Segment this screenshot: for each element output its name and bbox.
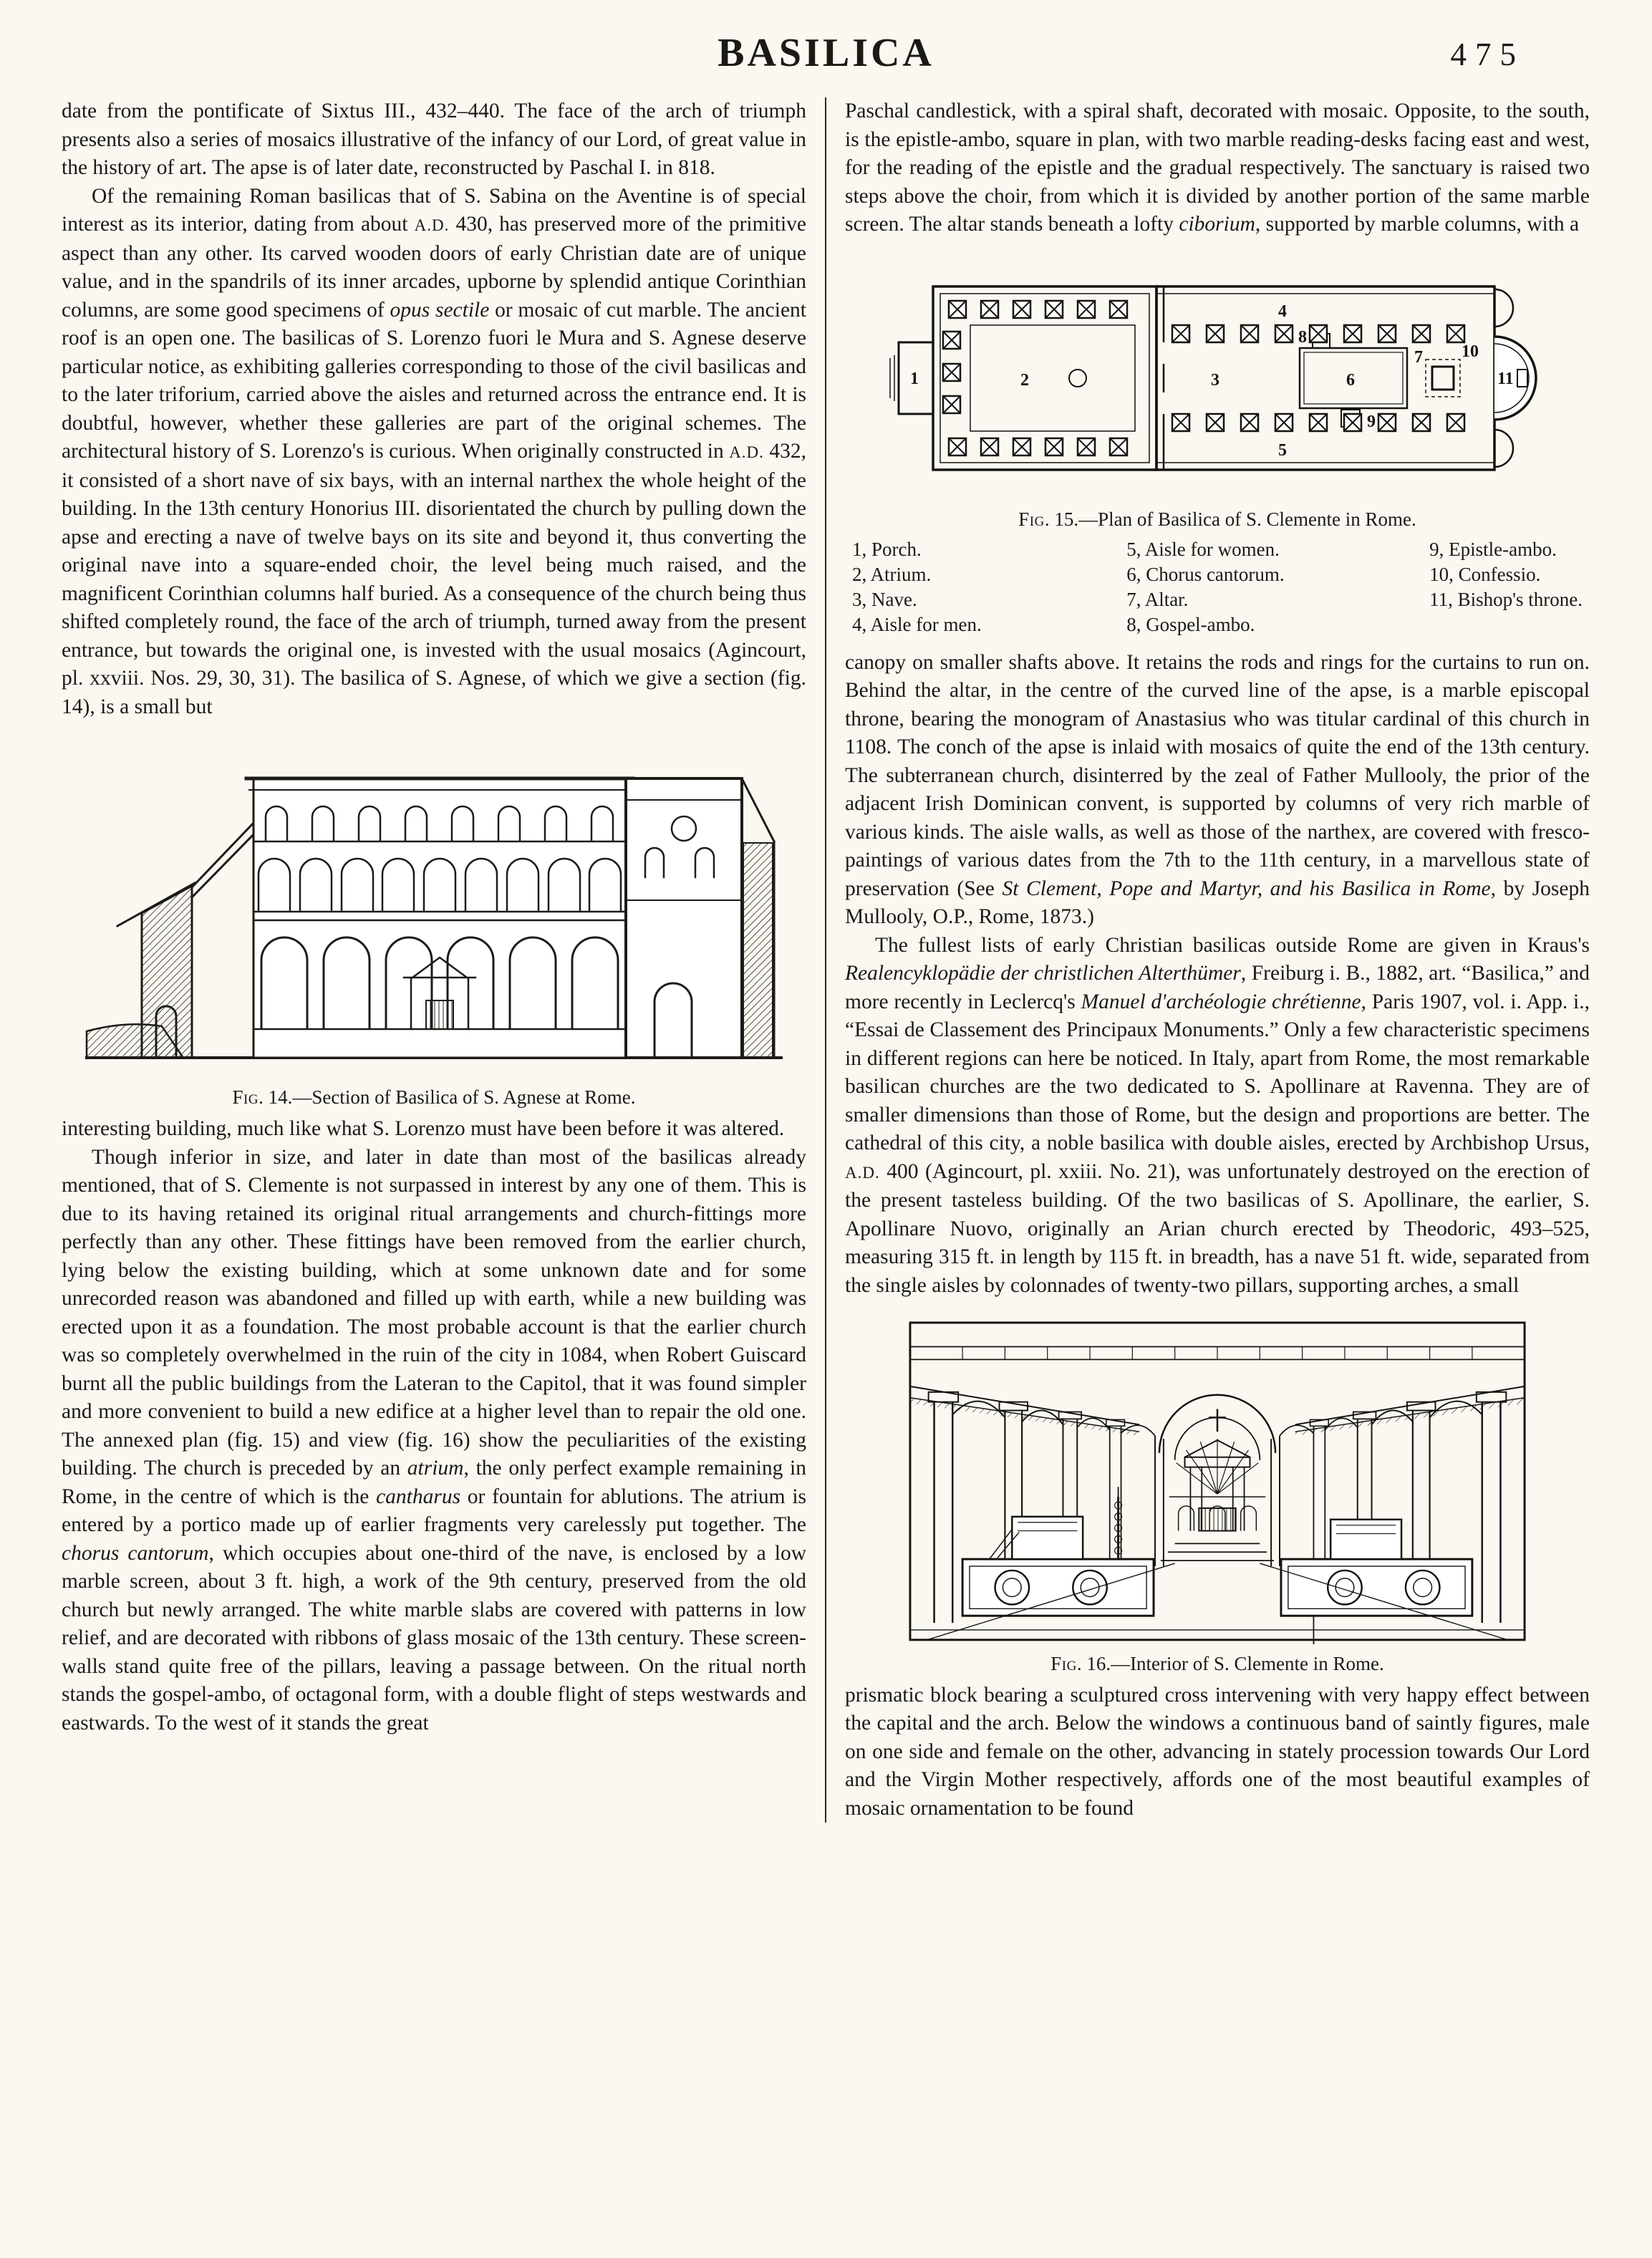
fig15-caption: Fig. 15.—Plan of Basilica of S. Clemente in Rome. xyxy=(1018,508,1416,530)
paragraph-left-4: Though inferior in size, and later in date than most of the basilicas already mentioned, that of S. Clemente is not surpassed in interest by any one of them. This is due to its having retained its original ritual arrangements and church-fittings more perfectly than any other. These fittings have been removed from the earlier church, lying below the existing building, which at some unknown date and for some unrecorded reason was abandoned and filled up with earth, while a new building was erected upon it as a foundation. The most probable account is that the earlier church was so completely overwhelmed in the ruin of the city in 1084, when Robert Guiscard burnt all the public buildings from the Lateran to the Capitol, that it was found simpler and more convenient to build a new edifice at a higher level than to repair the old one. The annexed plan (fig. 15) and view (fig. 16) show the peculiarities of the existing building. The church is preceded by an atrium, the only perfect example remaining in Rome, in the centre of which is the cantharus or fountain for ablutions. The atrium is entered by a portico made up of earlier fragments very carelessly put together. The chorus cantorum, which occupies about one-third of the nave, is enclosed by a low marble screen, about 3 ft. high, a work of the 9th century, preserved from the old church but newly arranged. The white marble slabs are covered with patterns in low relief, and are decorated with ribbons of glass mosaic of the 13th century. These screen-walls stand quite free of the pillars, leaving a passage between. On the ritual north stands the gospel-ambo, of octagonal form, with a double flight of steps westwards and eastwards. To the west of it stands the great xyxy=(62,1145,806,1734)
fig14-caption: Fig. 14.—Section of Basilica of S. Agnese at Rome. xyxy=(232,1086,636,1108)
plan-number: 9 xyxy=(1367,412,1376,431)
fig16-interior-engraving xyxy=(906,1318,1529,1644)
plan-number: 5 xyxy=(1278,440,1287,460)
fig15-legend xyxy=(852,537,1583,637)
legend-item: 10, Confessio. xyxy=(1429,563,1541,585)
plan-number: 2 xyxy=(1020,370,1029,390)
legend-item: 5, Aisle for women. xyxy=(1126,538,1280,560)
paragraph-left-1: date from the pontificate of Sixtus III., 432–440. The face of the arch of triumph presents also a series of mosaics illustrative of the infancy of our Lord, of great value in the history of art. The apse is of later date, reconstructed by Paschal I. in 818. xyxy=(62,100,806,179)
two-column-text xyxy=(62,97,1590,1823)
legend-item: 2, Atrium. xyxy=(852,563,932,585)
plan-number: 3 xyxy=(1211,370,1219,390)
page-title: BASILICA xyxy=(718,31,934,75)
figure-15 xyxy=(845,256,1590,637)
plan-number: 8 xyxy=(1298,327,1307,347)
legend-item: 9, Epistle-ambo. xyxy=(1429,538,1557,560)
paragraph-right-3: The fullest lists of early Christian basilicas outside Rome are given in Kraus's Realencyklopädie der christlichen Alterthümer, Freiburg i. B., 1882, art. “Basilica,” and more recently in Leclercq's Manuel d'archéologie chrétienne, Paris 1907, vol. i. App. i., “Essai de Classement des Principaux Monuments.” Only a few characteristic specimens in different regions can here be noticed. In Italy, apart from Rome, the most remarkable basilican churches are the two dedicated to S. Apollinare at Ravenna. They are of smaller dimensions than those of Rome, but the design and proportions are better. The cathedral of this city, a noble basilica with double aisles, erected by Archbishop Ursus, A.D. 400 (Agincourt, pl. xxiii. No. 21), was unfortunately destroyed on the erection of the present tasteless building. Of the two basilicas of S. Apollinare, the earlier, S. Apollinare Nuovo, originally an Arian church erected by Theodoric, 493–525, measuring 315 ft. in length by 115 ft. in breadth, has a nave 51 ft. wide, separated from the single aisles by colonnades of twenty-two pillars, supporting arches, a small xyxy=(845,933,1590,1297)
page-header xyxy=(62,26,1590,92)
column-left xyxy=(62,97,825,1823)
paragraph-left-3: interesting building, much like what S. Lorenzo must have been before it was altered. xyxy=(62,1117,785,1140)
page-number: 475 xyxy=(1450,37,1525,72)
legend-item: 1, Porch. xyxy=(852,538,922,560)
paragraph-right-4: prismatic block bearing a sculptured cross intervening with very happy effect between the capital and the arch. Below the windows a continuous band of saintly figures, male on one side and female on the other, advancing in stately procession towards Our Lord and the Virgin Mother respectively, affords one of the most beautiful examples of mosaic ornamentation to be found xyxy=(845,1683,1590,1820)
figure-16 xyxy=(845,1318,1590,1676)
plan-number: 10 xyxy=(1462,342,1479,361)
plan-number: 6 xyxy=(1346,370,1355,390)
figure-14 xyxy=(62,734,806,1109)
legend-item: 3, Nave. xyxy=(852,588,917,610)
legend-item: 11, Bishop's throne. xyxy=(1429,588,1583,610)
plan-number: 4 xyxy=(1278,301,1287,321)
paragraph-right-1: Paschal candlestick, with a spiral shaft, decorated with mosaic. Opposite, to the south, is the epistle-ambo, square in plan, with two marble reading-desks facing east and west, for the reading of the epistle and the gradual respectively. The sanctuary is raised two steps above the choir, from which it is divided by another portion of the same marble screen. The altar stands beneath a lofty ciborium, supported by marble columns, with a xyxy=(845,100,1590,236)
plan-number: 1 xyxy=(910,369,919,388)
legend-item: 8, Gospel-ambo. xyxy=(1126,613,1255,635)
legend-item: 6, Chorus cantorum. xyxy=(1126,563,1285,585)
legend-item: 4, Aisle for men. xyxy=(852,613,982,635)
paragraph-left-2: Of the remaining Roman basilicas that of S. Sabina on the Aventine is of special interest as its interior, dating from about A.D. 430, has preserved more of the primitive aspect than any other. Its carved wooden doors of early Christian date are of unique value, and in the spandrils of its inner arcades, upborne by splendid antique Corinthian columns, are some good specimens of opus sectile or mosaic of cut marble. The ancient roof is an open one. The basilicas of S. Lorenzo fuori le Mura and S. Agnese deserve particular notice, as exhibiting galleries corresponding to those of the civil basilicas and to the later triforium, carried above the aisles and returned across the entrance end. It is doubtful, however, whether these galleries are part of the original schemes. The architectural history of S. Lorenzo's is curious. When originally constructed in A.D. 432, it consisted of a short nave of six bays, with an internal narthex the whole height of the building. In the 13th century Honorius III. disorientated the church by pulling down the apse and erecting a nave of twelve bays on its site and beyond it, thus converting the original nave into a square-ended choir, the level being much raised, and the magnificent Corinthian columns half buried. As a consequence of the church being thus shifted completely round, the face of the arch of triumph, turned away from the present entrance, but towards the original one, is invested with the usual mosaics (Agincourt, pl. xxviii. Nos. 29, 30, 31). The basilica of S. Agnese, of which we give a section (fig. 14), is a small but xyxy=(62,184,807,718)
column-right xyxy=(825,97,1590,1823)
fig14-section-engraving xyxy=(76,734,792,1078)
plan-number: 11 xyxy=(1497,369,1514,388)
legend-item: 7, Altar. xyxy=(1126,588,1189,610)
fig15-legend-col1 xyxy=(852,537,982,637)
fig15-legend-col2 xyxy=(1126,537,1284,637)
plan-number: 7 xyxy=(1414,347,1423,367)
fig16-caption: Fig. 16.—Interior of S. Clemente in Rome. xyxy=(1050,1652,1384,1674)
fig15-plan-engraving xyxy=(877,256,1557,500)
fig15-legend-col3 xyxy=(1429,537,1583,637)
paragraph-right-2: canopy on smaller shafts above. It retains the rods and rings for the curtains to run on. Behind the altar, in the centre of the curved line of the apse, is a marble episcopal throne, bearing the monogram of Anastasius who was titular cardinal of this church in 1108. The conch of the apse is inlaid with mosaics of quite the end of the 13th century. The subterranean church, disinterred by the zeal of Father Mullooly, the prior of the adjacent Irish Dominican convent, is supported by columns of very rich marble of various kinds. The aisle walls, as well as those of the narthex, are covered with fresco-paintings of various dates from the 7th to the 11th century, in a marvellous state of preservation (See St Clement, Pope and Martyr, and his Basilica in Rome, by Joseph Mullooly, O.P., Rome, 1873.) xyxy=(845,650,1590,928)
